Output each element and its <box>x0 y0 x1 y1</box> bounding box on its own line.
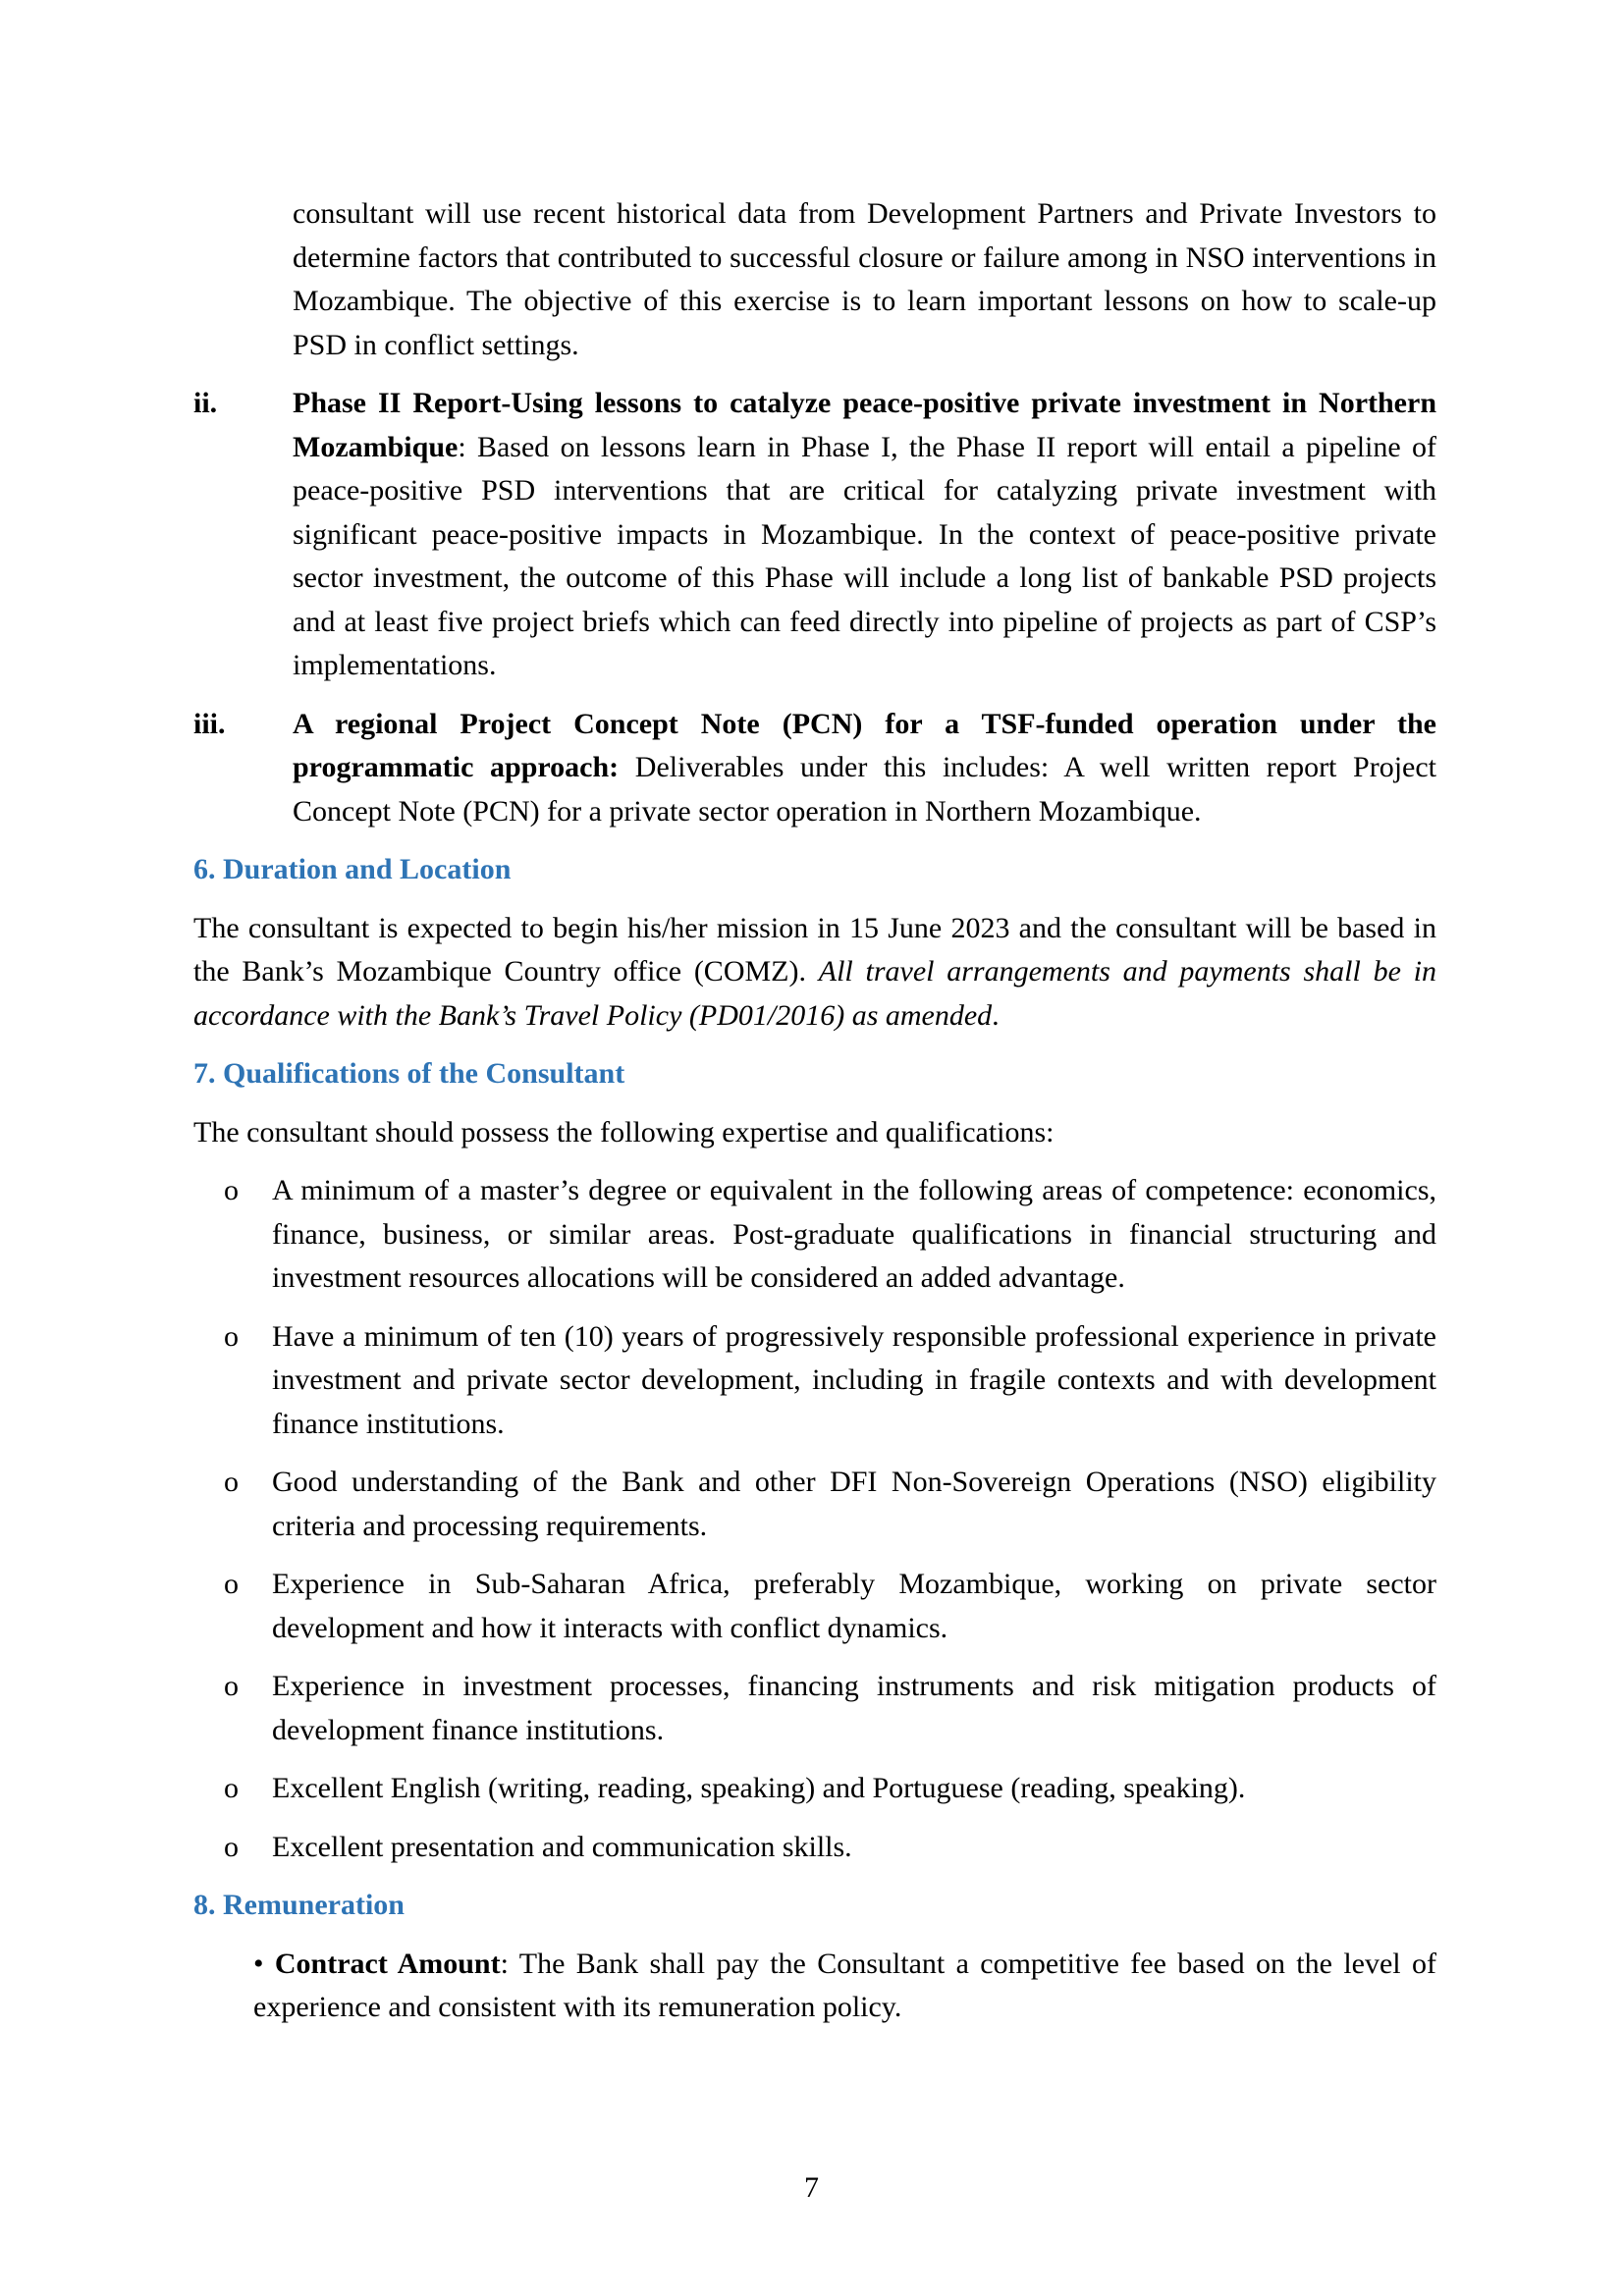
list-item <box>193 1169 1436 1301</box>
page-number: 7 <box>804 2171 819 2204</box>
qualifications-list <box>193 1169 1436 1869</box>
list-marker: o <box>224 1174 239 1206</box>
section-6-paragraph <box>193 907 1436 1039</box>
list-item <box>193 1767 1436 1811</box>
list-marker: o <box>224 1670 239 1702</box>
phase-iii-title: A regional Project Concept Note (PCN) for a TSF-funded operation under the programmatic approach: <box>293 707 1436 783</box>
phase-ii-body <box>293 382 1436 688</box>
remuneration-bullet: • <box>253 1947 264 1980</box>
list-marker: o <box>224 1466 239 1498</box>
list-marker: o <box>224 1319 239 1353</box>
section-6-italic: All travel arrangements and payments shall be in accordance with the Bank’s Travel Policy (PD01/2016) as amended <box>193 955 1437 1032</box>
list-marker: o <box>224 1568 239 1600</box>
intro-continuation: consultant will use recent historical data from Development Partners and Private Investors to determine factors that contributed to successful closure or failure among in NSO interventions in Mozambique. The objective of this exercise is to learn important lessons on how to scale-up PSD in conflict settings. <box>293 197 1436 361</box>
section-7-intro: The consultant should possess the following expertise and qualifications: <box>193 1115 1055 1148</box>
list-item-text: Excellent English (writing, reading, speaking) and Portuguese (reading, speaking). <box>272 1772 1246 1804</box>
phase-ii-item <box>193 382 1436 688</box>
section-7-heading: 7. Qualifications of the Consultant <box>193 1057 625 1090</box>
list-item-text: Good understanding of the Bank and other DFI Non-Sovereign Operations (NSO) eligibility criteria and processing requirements. <box>272 1466 1436 1542</box>
list-item <box>193 1826 1436 1870</box>
list-item-text: Experience in Sub-Saharan Africa, preferably Mozambique, working on private sector development and how it interacts with conflict dynamics. <box>272 1568 1436 1644</box>
phase-iii-body <box>293 703 1436 834</box>
section-6-end: . <box>992 998 1000 1032</box>
remuneration-text: : The Bank shall pay the Consultant a competitive fee based on the level of experience and consistent with its remuneration policy. <box>253 1947 1436 2023</box>
phase-iii-number: iii. <box>193 707 226 740</box>
list-item <box>193 1315 1436 1447</box>
phase-iii-text: Deliverables under this includes: A well written report Project Concept Note (PCN) for a private sector operation in Northern Mozambique. <box>293 751 1436 828</box>
remuneration-paragraph <box>253 1943 1436 2030</box>
list-item <box>193 1563 1436 1650</box>
phase-ii-title: Phase II Report-Using lessons to catalyze peace-positive private investment in Northern Mozambique <box>293 387 1436 463</box>
section-6-heading: 6. Duration and Location <box>193 853 512 885</box>
contract-amount-label: Contract Amount <box>274 1947 501 1980</box>
list-item <box>193 1665 1436 1752</box>
list-item-text: Experience in investment processes, financing instruments and risk mitigation products of development finance institutions. <box>272 1670 1436 1746</box>
section-8-heading: 8. Remuneration <box>193 1889 405 1921</box>
phase-ii-text: : Based on lessons learn in Phase I, the Phase II report will entail a pipeline of peace-positive PSD interventions that are critical for catalyzing private investment with significant peace-positive impacts in Mozambique. In the context of peace-positive private sector investment, the outcome of this Phase will include a long list of bankable PSD projects and at least five project briefs which can feed directly into pipeline of projects as part of CSP’s implementations. <box>293 430 1436 681</box>
list-item <box>193 1461 1436 1548</box>
phase-ii-number: ii. <box>193 387 218 419</box>
list-marker: o <box>224 1772 239 1804</box>
list-marker: o <box>224 1830 239 1863</box>
phase-iii-item <box>193 703 1436 834</box>
list-item-text: A minimum of a master’s degree or equivalent in the following areas of competence: economics, finance, business, or similar areas. Post-graduate qualifications in financial structuring and investment resources allocations will be considered an added advantage. <box>272 1174 1436 1294</box>
list-item-text: Excellent presentation and communication skills. <box>272 1830 852 1863</box>
page-content <box>193 192 1436 2030</box>
section-6-text: The consultant is expected to begin his/her mission in 15 June 2023 and the consultant will be based in the Bank’s Mozambique Country office (COMZ). <box>193 911 1436 988</box>
list-item-text: Have a minimum of ten (10) years of progressively responsible professional experience in private investment and private sector development, including in fragile contexts and with development finance institutions. <box>272 1319 1436 1440</box>
